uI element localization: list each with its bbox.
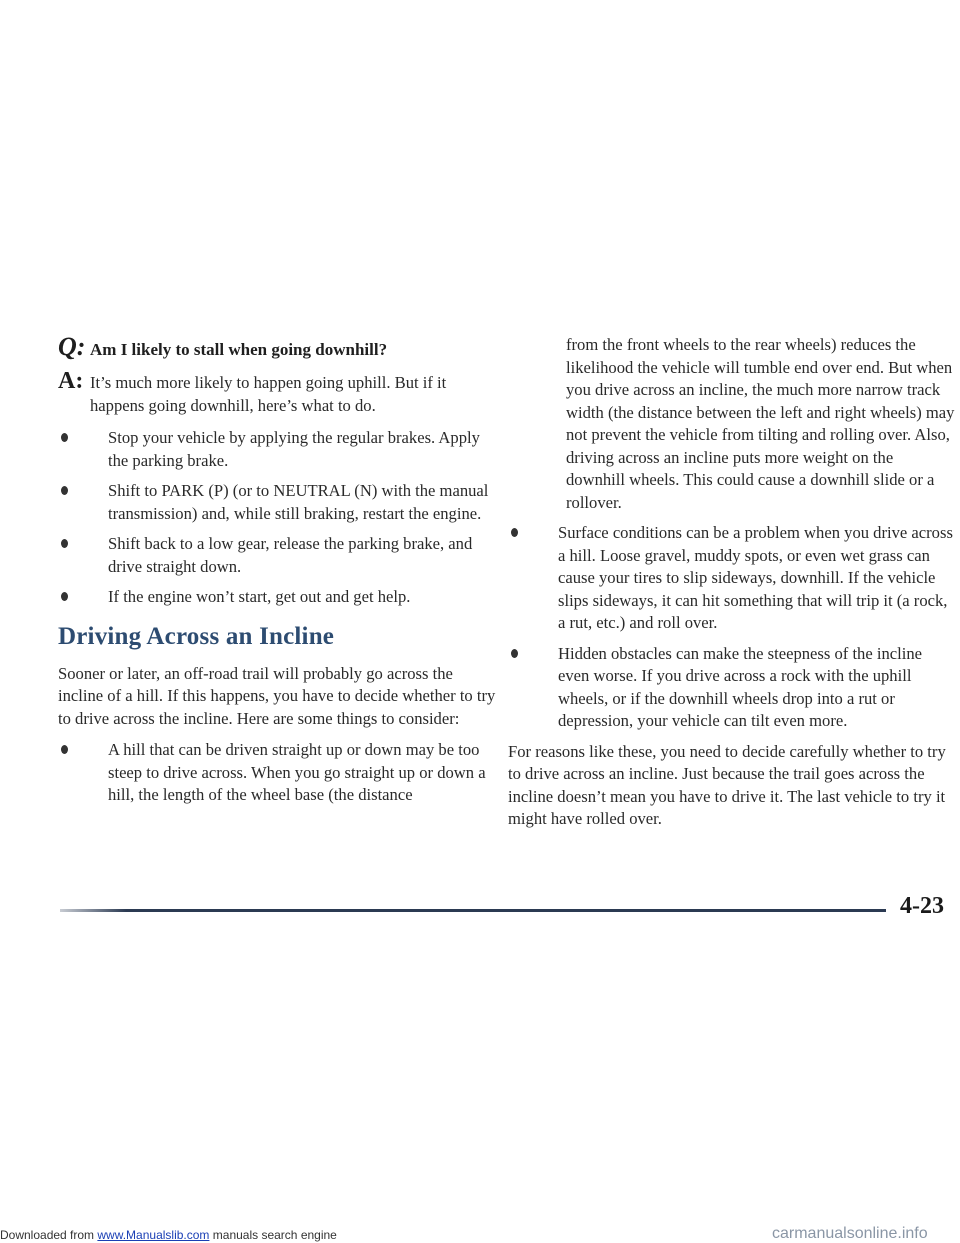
right-column [508,334,956,840]
bullet-continuation: from the front wheels to the rear wheels) reduces the likelihood the vehicle will tumble end over end. But when you drive across an incline, the much more narrow track width (the distance between the left and right wheels) may not prevent the vehicle from tilting and rolling over. Also, driving across an incline puts more weight on the downhill wheels. This could cause a downhill slide or a rollover. [566,335,955,512]
bullet-icon [511,649,518,658]
list-item: Stop your vehicle by applying the regular brakes. Apply the parking brake. [58,427,498,472]
list-item: Hidden obstacles can make the steepness of the incline even worse. If you drive across a rock with the uphill wheels, or if the downhill wheels drop into a rut or depression, your vehicle can tilt even more. [508,643,956,733]
bullet-icon [511,528,518,537]
list-item: A hill that can be driven straight up or down may be too steep to drive across. When you go straight up or down a hill, the length of the wheel base (the distance [58,739,498,807]
left-column [58,334,498,815]
bullet-icon [61,486,68,495]
manualslib-link[interactable]: www.Manualslib.com [97,1228,210,1242]
footer-suffix: manuals search engine [209,1228,337,1242]
watermark: carmanualsonline.info [772,1225,928,1242]
section-heading: Driving Across an Incline [58,622,335,650]
bullet-icon [61,433,68,442]
answer-label: A: [58,368,84,394]
list-item: If the engine won’t start, get out and get help. [58,586,498,609]
closing-paragraph: For reasons like these, you need to decide carefully whether to try to drive across an incline. Just because the trail goes across the incline doesn’t mean you have to drive it. The last vehicle to try it might have rolled over. [508,741,946,828]
section-intro: Sooner or later, an off-road trail will probably go across the incline of a hill. If this happens, you have to decide whether to try to drive across the incline. Here are some things to consider: [58,663,496,728]
footer-rule [60,909,886,912]
question-text: Am I likely to stall when going downhill? [90,340,388,359]
answer-text: It’s much more likely to happen going uphill. But if it happens going downhill, here’s what to do. [90,373,447,415]
steps-list [58,427,498,609]
list-item: Shift back to a low gear, release the parking brake, and drive straight down. [58,533,498,578]
footer-prefix: Downloaded from [0,1228,98,1242]
incline-list-left [58,739,498,807]
bullet-icon [61,539,68,548]
bullet-icon [61,745,68,754]
question-block [58,334,498,360]
page-number: 4-23 [900,893,944,919]
bullet-icon [61,592,68,601]
question-label: Q: [58,332,86,361]
download-footer [0,1228,337,1242]
list-item: Surface conditions can be a problem when you drive across a hill. Loose gravel, muddy spots, or even wet grass can cause your tires to slip sideways, downhill. If the vehicle slips sideways, it can hit something that will trip it (a rock, a rut, etc.) and roll over. [508,522,956,635]
list-item: Shift to PARK (P) (or to NEUTRAL (N) with the manual transmission) and, while still braking, restart the engine. [58,480,498,525]
answer-block [58,368,498,417]
incline-list-right [508,522,956,733]
